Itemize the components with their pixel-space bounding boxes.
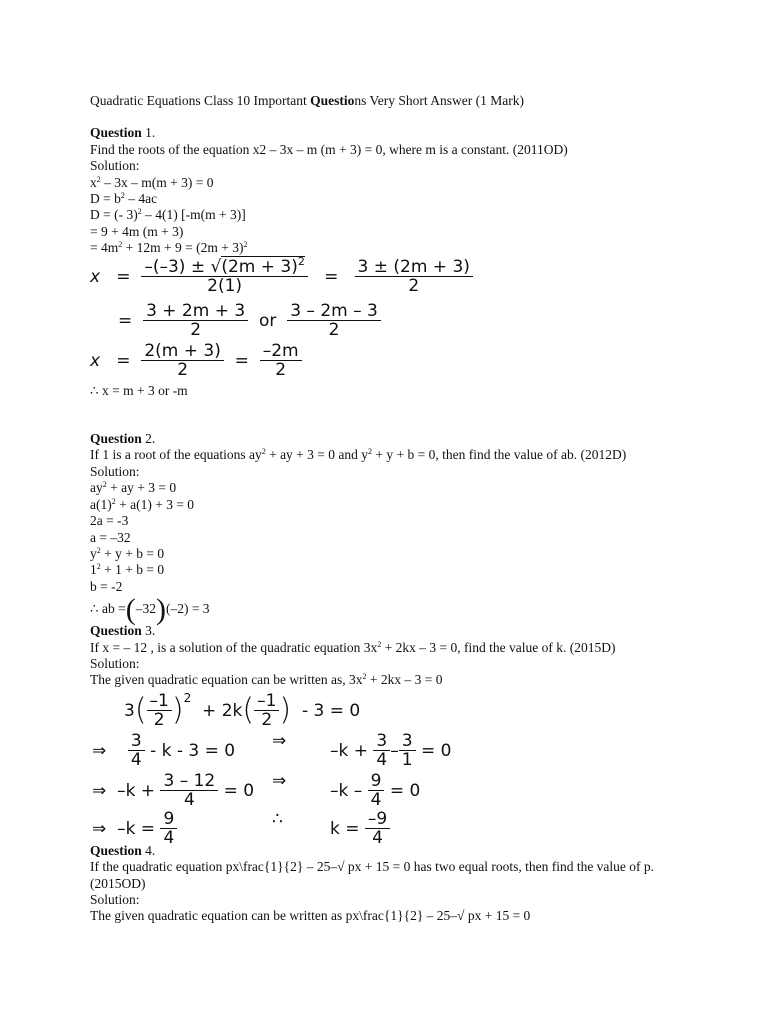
question-3-heading: Question 3.: [90, 623, 156, 639]
question-2-conclusion: ∴ ab =(–32)(–2) = 3: [90, 593, 210, 627]
solution-line: $D = b^2 - 4ac$: [90, 191, 158, 207]
solution-line: $1^2 + 1 + b = 0$: [90, 562, 165, 578]
quadratic-formula-equation: x = $\frac{-(-3) \pm √(2m + 3)^2}{2(1)}$ = $\frac{3 \pm (2m + 3)}{2}$ = $\frac{3 + 2m + 3}{2}$ or $\frac{3 - 2m - 3}{2}$ x = $\frac{2(m + 3)}{2}$ = $\frac{-2m}{2}$: [90, 257, 730, 383]
question-1-heading: Question 1.: [90, 125, 156, 141]
solution-line: b = -2: [90, 578, 123, 594]
solution-line: = $4m^2 + 12m + 9 = (2m + 3)^2$: [90, 240, 248, 256]
solution-line: The given quadratic equation can be written as px\frac{1}{2} – 25–√ px + 15 = 0: [90, 908, 531, 924]
question-4-prompt-cont: (2015OD): [90, 875, 146, 891]
implies-arrow: ⇒: [272, 730, 287, 751]
solution-label: Solution:: [90, 655, 140, 671]
question-4-prompt: If the quadratic equation px\frac{1}{2} – 25–√ px + 15 = 0 has two equal roots, then find the value of p.: [90, 859, 655, 875]
implies-arrow: ⇒: [92, 818, 107, 839]
solution-line: D = (- 3)$^2$ – 4(1) [-m(m + 3)]: [90, 207, 246, 223]
therefore-symbol: ∴: [272, 808, 283, 829]
question-2-prompt: If 1 is a root of the equations $ay^2$ + ay + 3 = 0 and $y^2 + y + b = 0$, then find the value of ab. (2012D): [90, 447, 627, 463]
solution-line: $ay^2$ + ay + 3 = 0: [90, 480, 177, 496]
question-3-prompt: If x = – 12 , is a solution of the quadratic equation $3x^2 + 2kx - 3 = 0$, find the value of k. (2015D): [90, 639, 616, 655]
solution-line: $x^2 - 3x - m(m + 3) = 0$: [90, 174, 214, 190]
implies-arrow: ⇒: [272, 770, 287, 791]
solution-label: Solution:: [90, 158, 140, 174]
solution-label: Solution:: [90, 463, 140, 479]
question-1-conclusion: ∴ x = m + 3 or -m: [90, 382, 188, 398]
question-1-prompt: Find the roots of the equation x2 – 3x – m (m + 3) = 0, where m is a constant. (2011OD): [90, 141, 568, 157]
document-page: [90, 93, 730, 925]
implies-arrow: ⇒: [92, 780, 107, 801]
page-heading: Quadratic Equations Class 10 Important Questions Very Short Answer (1 Mark): [90, 93, 524, 108]
solution-line: $a(1)^2 + a(1) + 3 = 0$: [90, 496, 195, 512]
solution-line: 2a = -3: [90, 513, 129, 529]
question-4-heading: Question 4.: [90, 842, 156, 858]
solution-label: Solution:: [90, 891, 140, 907]
solution-line: = 9 + 4m (m + 3): [90, 223, 184, 239]
question-2-heading: Question 2.: [90, 431, 156, 447]
solution-line: a = –32: [90, 529, 131, 545]
k-value-equation: 3( $\frac{-1}{2}$ )$^2$ + 2k( $\frac{-1}{2}$ ) - 3 = 0 ⇒ $\frac{3}{4}$ - k - 3 = 0 ⇒ –k + $\frac{3}{4}$ – $\frac{3}{1}$ = 0 ⇒ –k + $\frac{3 - 12}{4}$ = 0 ⇒ –k – $\frac{9}{4}$ = 0 ⇒ –k = $\frac{9}{4}$ ∴ k = $\frac{-9}{4}$: [92, 690, 452, 849]
implies-arrow: ⇒: [92, 740, 107, 761]
solution-line: The given quadratic equation can be written as, $3x^2 + 2kx - 3 = 0$: [90, 672, 443, 688]
solution-line: $y^2 + y + b = 0$: [90, 545, 165, 561]
